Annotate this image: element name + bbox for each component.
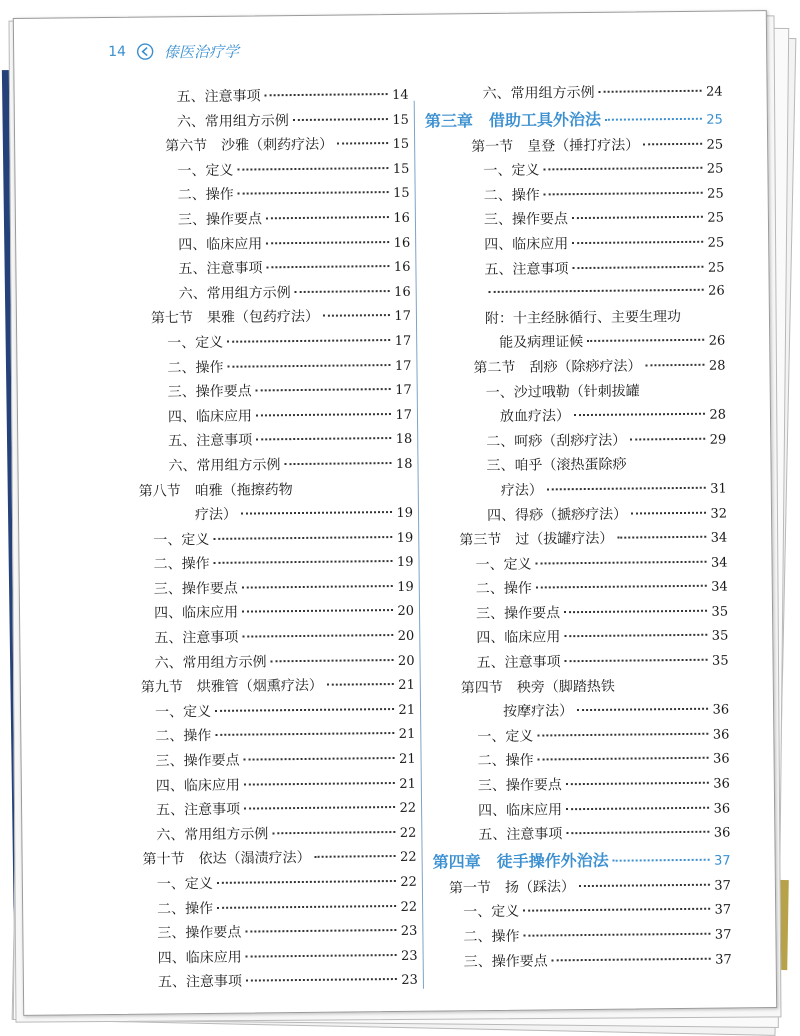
dot-leader [315, 855, 396, 858]
dot-leader [217, 905, 396, 909]
dot-leader [244, 782, 395, 786]
toc-page-number: 15 [391, 108, 409, 133]
toc-entry-title: 三、操作要点 [155, 749, 241, 774]
toc-entry-title: 第七节 果雅（包药疗法） [151, 305, 321, 331]
toc-entry[interactable] [128, 944, 418, 972]
toc-entry-title: 第四章 徒手操作外治法 [433, 847, 611, 877]
dot-leader [213, 536, 392, 540]
toc-entry[interactable] [432, 772, 730, 800]
toc-page-number: 15 [391, 158, 409, 183]
dot-leader [565, 659, 708, 662]
toc-entry[interactable] [431, 747, 729, 775]
toc-page-number: 22 [398, 822, 416, 847]
dot-leader [631, 511, 706, 514]
toc-entry[interactable] [119, 107, 409, 135]
toc-entry[interactable] [126, 821, 416, 849]
dot-leader [256, 388, 391, 391]
toc-entry[interactable] [121, 304, 411, 332]
toc-page-number: 20 [396, 625, 414, 650]
toc-entry[interactable] [119, 83, 409, 111]
toc-entry[interactable] [433, 923, 731, 951]
toc-entry-title: 四、临床应用 [154, 601, 240, 626]
toc-entry[interactable] [428, 403, 726, 431]
toc-entry[interactable] [431, 698, 729, 726]
dot-leader [246, 978, 397, 982]
toc-page-number: 19 [395, 526, 413, 551]
toc-entry-title: 六、常用组方示例 [156, 822, 270, 848]
toc-entry-title: 五、注意事项 [156, 798, 242, 823]
dot-leader [256, 413, 391, 416]
toc-entry[interactable] [123, 476, 413, 504]
toc-entry[interactable] [432, 821, 730, 849]
dot-leader [227, 339, 390, 343]
toc-entry-title: 五、注意事项 [177, 84, 263, 109]
toc-entry[interactable] [429, 550, 727, 578]
dot-leader [579, 884, 710, 887]
toc-entry[interactable] [126, 771, 416, 799]
dot-leader [552, 957, 711, 961]
toc-entry-title: 五、注意事项 [178, 257, 264, 282]
dot-leader [215, 732, 394, 736]
dot-leader [295, 290, 390, 293]
toc-page-number: 25 [706, 182, 724, 207]
toc-entry-title: 三、操作要点 [478, 773, 564, 798]
toc-page-number: 22 [399, 871, 417, 896]
toc-page-number: 36 [711, 748, 729, 773]
toc-entry-title: 二、操作 [178, 183, 236, 208]
toc-chapter-entry[interactable] [433, 845, 731, 876]
toc-entry-title: 放血疗法） [500, 404, 572, 429]
toc-entry[interactable] [122, 403, 412, 431]
toc-page-number: 36 [712, 773, 730, 798]
dot-leader [538, 757, 709, 761]
dot-leader [564, 610, 707, 613]
toc-entry-title: 六、常用组方示例 [177, 109, 291, 135]
dot-leader [566, 782, 709, 785]
toc-entry[interactable] [128, 968, 418, 996]
dot-leader [245, 929, 396, 933]
toc-entry[interactable] [127, 894, 417, 922]
toc-page-number: 34 [710, 576, 728, 601]
toc-page-number: 26 [707, 330, 725, 355]
toc-entry[interactable] [125, 698, 415, 726]
toc-page-number: 22 [398, 846, 416, 871]
toc-entry-title: 六、常用组方示例 [482, 81, 596, 107]
toc-page-number: 22 [399, 895, 417, 920]
toc-entry-title: 二、操作 [153, 552, 211, 577]
toc-entry[interactable] [431, 673, 729, 701]
toc-entry-title: 二、呵痧（刮痧疗法） [486, 428, 628, 454]
toc-entry[interactable] [120, 255, 410, 283]
toc-entry-title: 三、操作要点 [464, 949, 550, 974]
toc-entry[interactable] [126, 796, 416, 824]
toc-entry[interactable] [425, 157, 723, 185]
toc-entry-title: 第二节 刮痧（除痧疗法） [473, 354, 643, 380]
toc-page-number: 34 [709, 551, 727, 576]
toc-left-column [119, 83, 419, 996]
dot-leader [577, 708, 708, 711]
toc-page-number: 17 [394, 379, 412, 404]
toc-entry[interactable] [427, 329, 725, 357]
dot-leader [572, 241, 703, 244]
toc-entry[interactable] [125, 747, 415, 775]
dot-leader [536, 585, 707, 589]
toc-entry[interactable] [430, 599, 728, 627]
toc-entry-title: 附：十主经脉循行、主要生理功 [485, 304, 725, 331]
toc-page-number: 37 [713, 847, 731, 875]
toc-page-number: 16 [392, 207, 410, 232]
dot-leader [523, 933, 710, 937]
toc-entry-title: 三、咱乎（滚热蛋除痧 [486, 452, 726, 479]
toc-page-number: 26 [707, 280, 725, 305]
toc-page-number: 36 [712, 797, 730, 822]
toc-entry[interactable] [122, 452, 412, 480]
toc-entry[interactable] [426, 231, 724, 259]
toc-page-number: 21 [397, 723, 415, 748]
toc-entry[interactable] [123, 525, 413, 553]
dot-leader [265, 93, 388, 96]
toc-entry-title: 六、常用组方示例 [154, 650, 268, 676]
toc-entry[interactable] [124, 575, 414, 603]
toc-page-number: 31 [709, 477, 727, 502]
toc-entry-title: 第十节 依达（溻渍疗法） [142, 846, 312, 872]
toc-entry[interactable] [120, 206, 410, 234]
toc-entry-title: 第八节 咱雅（拖擦药物 [139, 476, 413, 503]
toc-entry-title: 按摩疗法） [503, 699, 575, 724]
toc-entry[interactable] [124, 648, 414, 676]
toc-entry-title: 第三章 借助工具外治法 [425, 105, 603, 135]
toc-page-number: 21 [397, 674, 415, 699]
dot-leader [572, 216, 703, 219]
toc-page-number: 16 [392, 231, 410, 256]
toc-entry[interactable] [121, 353, 411, 381]
dot-leader [536, 560, 707, 564]
dot-leader [489, 289, 704, 293]
dot-leader [645, 364, 704, 367]
toc-page-number: 35 [710, 650, 728, 675]
dot-leader [242, 634, 393, 638]
toc-page-number: 23 [399, 920, 417, 945]
toc-entry[interactable] [430, 575, 728, 603]
dot-leader [272, 831, 395, 834]
dot-leader [564, 634, 707, 637]
toc-entry[interactable] [121, 329, 411, 357]
toc-page-number: 18 [394, 428, 412, 453]
toc-entry[interactable] [425, 132, 723, 160]
dot-leader [643, 142, 702, 145]
toc-entry-title: 五、注意事项 [476, 650, 562, 675]
toc-entry[interactable] [429, 501, 727, 529]
toc-entry[interactable] [426, 255, 724, 283]
toc-entry-title: 五、注意事项 [478, 822, 564, 847]
toc-page-number: 25 [705, 106, 723, 134]
toc-entry-title: 四、临床应用 [156, 773, 242, 798]
dot-leader [266, 216, 389, 219]
dot-leader [547, 487, 706, 491]
dot-leader [241, 511, 392, 515]
toc-entry-title: 二、操作 [167, 355, 225, 380]
toc-entry-title: 二、操作 [157, 896, 215, 921]
toc-entry-title: 一、定义 [475, 552, 533, 577]
dot-leader [574, 413, 705, 416]
toc-entry-title: 一、定义 [167, 331, 225, 356]
toc-entry-title: 四、临床应用 [478, 798, 564, 823]
dot-leader [214, 560, 393, 564]
toc-entry[interactable] [430, 649, 728, 677]
toc-entry[interactable] [428, 427, 726, 455]
toc-entry[interactable] [122, 378, 412, 406]
toc-page-number: 17 [394, 404, 412, 429]
toc-page-number: 21 [397, 748, 415, 773]
toc-page-number: 32 [709, 502, 727, 527]
toc-page-number: 35 [710, 625, 728, 650]
toc-entry-title: 第六节 沙雅（刺药疗法） [165, 133, 335, 159]
toc-entry[interactable] [426, 206, 724, 234]
dot-leader [572, 265, 703, 268]
toc-entry-title: 一、定义 [153, 528, 211, 553]
toc-entry[interactable] [427, 304, 725, 332]
toc-page-number: 37 [713, 924, 731, 949]
toc-entry-title: 一、定义 [155, 700, 213, 725]
dot-leader [284, 462, 391, 465]
toc-page-number: 25 [705, 133, 723, 158]
toc-entry-title: 一、定义 [177, 158, 235, 183]
toc-entry-title: 第一节 扬（踩法） [449, 875, 577, 901]
dot-leader [613, 859, 710, 862]
toc-entry-title: 第三节 过（拔罐疗法） [459, 527, 615, 553]
dot-leader [242, 585, 393, 589]
toc-entry[interactable] [123, 550, 413, 578]
toc-right-column [424, 80, 731, 975]
toc-entry-title: 四、临床应用 [158, 945, 244, 970]
toc-entry[interactable] [125, 673, 415, 701]
toc-page-number: 28 [707, 354, 725, 379]
toc-page-number: 14 [391, 84, 409, 109]
dot-leader [238, 191, 389, 195]
toc-page-number: 36 [712, 822, 730, 847]
toc-entry-title: 三、操作要点 [168, 380, 254, 405]
toc-page-number: 28 [708, 404, 726, 429]
dot-leader [605, 117, 702, 120]
toc-entry-title: 第一节 皇登（捶打疗法） [471, 133, 641, 159]
toc-page-number: 25 [705, 158, 723, 183]
page-number: 14 [108, 44, 126, 60]
toc-entry-title: 一、定义 [483, 159, 541, 184]
toc-entry[interactable] [124, 599, 414, 627]
dot-leader [566, 806, 709, 809]
toc-page-number: 29 [708, 428, 726, 453]
dot-leader [587, 339, 704, 342]
toc-page-number: 18 [394, 453, 412, 478]
toc-entry[interactable] [122, 427, 412, 455]
toc-page-number: 24 [704, 81, 722, 106]
toc-page-number: 35 [710, 600, 728, 625]
dot-leader [215, 708, 394, 712]
toc-entry-title: 疗法） [501, 478, 545, 503]
toc-chapter-entry[interactable] [425, 104, 723, 135]
dot-leader [566, 831, 709, 834]
toc-page-number: 36 [711, 699, 729, 724]
toc-page-number: 15 [392, 182, 410, 207]
dot-leader [537, 733, 708, 737]
dot-leader [523, 908, 710, 912]
toc-entry[interactable] [430, 624, 728, 652]
toc-entry-title: 三、操作要点 [178, 207, 264, 232]
toc-entry[interactable] [426, 181, 724, 209]
toc-page-number: 17 [393, 305, 411, 330]
toc-entry-title: 二、操作 [476, 577, 534, 602]
dot-leader [323, 314, 390, 317]
dot-leader [337, 142, 388, 145]
toc-entry[interactable] [432, 796, 730, 824]
toc-entry-title: 二、操作 [477, 749, 535, 774]
dot-leader [266, 241, 389, 244]
toc-entry-title: 第九节 烘雅管（烟熏疗法） [141, 674, 325, 701]
toc-entry[interactable] [428, 452, 726, 480]
toc-entry[interactable] [428, 378, 726, 406]
toc-entry-title: 五、注意事项 [158, 970, 244, 995]
dot-leader [599, 90, 702, 93]
toc-entry-title: 一、定义 [157, 872, 215, 897]
toc-page-number: 37 [714, 948, 732, 973]
toc-entry[interactable] [119, 132, 409, 160]
toc-page-number: 17 [393, 354, 411, 379]
dot-leader [327, 683, 394, 686]
dot-leader [543, 167, 702, 171]
toc-page-number: 21 [397, 699, 415, 724]
toc-entry-title: 一、定义 [463, 900, 521, 925]
dot-leader [217, 880, 396, 884]
dot-leader [227, 364, 390, 368]
toc-entry[interactable] [127, 870, 417, 898]
dot-leader [617, 536, 706, 539]
toc-page-number: 21 [398, 772, 416, 797]
toc-page-number: 25 [706, 232, 724, 257]
toc-entry-title: 三、操作要点 [484, 208, 570, 233]
toc-entry-title: 疗法） [195, 503, 239, 528]
toc-entry[interactable] [124, 624, 414, 652]
toc-entry-title: 四、得痧（搋痧疗法） [487, 502, 629, 528]
toc-page-number: 19 [395, 502, 413, 527]
toc-entry[interactable] [429, 476, 727, 504]
toc-entry-title: 四、临床应用 [484, 232, 570, 257]
dot-leader [237, 167, 388, 171]
dot-leader [246, 954, 397, 958]
book-title: 傣医治疗学 [164, 40, 239, 62]
toc-entry[interactable] [427, 280, 725, 308]
toc-page-number: 15 [391, 133, 409, 158]
toc-entry[interactable] [434, 947, 732, 975]
toc-entry-title: 一、定义 [477, 724, 535, 749]
toc-page-number: 25 [706, 207, 724, 232]
dot-leader [266, 265, 389, 268]
toc-page-number: 16 [392, 256, 410, 281]
dot-leader [630, 437, 705, 440]
toc-page-number: 25 [706, 256, 724, 281]
toc-entry[interactable] [123, 501, 413, 529]
toc-entry-title: 六、常用组方示例 [179, 281, 293, 307]
toc-entry[interactable] [431, 722, 729, 750]
toc-page-number: 37 [713, 899, 731, 924]
dot-leader [293, 118, 388, 121]
toc-entry[interactable] [120, 181, 410, 209]
toc-entry-title: 五、注意事项 [168, 429, 254, 454]
toc-page-number: 20 [396, 649, 414, 674]
toc-entry-title: 二、操作 [155, 724, 213, 749]
toc-page-number: 17 [393, 330, 411, 355]
toc-entry-title: 三、操作要点 [154, 577, 240, 602]
toc-page-number: 19 [396, 576, 414, 601]
toc-page-number: 36 [711, 723, 729, 748]
dot-leader [242, 609, 393, 613]
toc-entry-title: 三、操作要点 [476, 601, 562, 626]
toc-page-number: 23 [400, 945, 418, 970]
toc-entry[interactable] [433, 873, 731, 901]
toc-entry-title: 五、注意事项 [154, 626, 240, 651]
toc-entry-title: 四、临床应用 [178, 232, 264, 257]
toc-page-number: 22 [398, 797, 416, 822]
dot-leader [256, 437, 391, 440]
toc-entry[interactable] [119, 157, 409, 185]
toc-entry-title: 一、沙过哦勒（针刺拔罐 [486, 378, 726, 405]
toc-page-number: 16 [393, 281, 411, 306]
toc-entry-title: 四、临床应用 [168, 404, 254, 429]
toc-page-number: 19 [395, 551, 413, 576]
toc-entry[interactable] [127, 919, 417, 947]
dot-leader [544, 192, 703, 196]
left-arrow-icon [136, 42, 154, 60]
toc-entry[interactable] [126, 845, 416, 873]
toc-entry[interactable] [120, 230, 410, 258]
toc-page-number: 37 [713, 874, 731, 899]
toc-entry[interactable] [424, 80, 722, 108]
dot-leader [271, 659, 394, 662]
toc-entry-title: 能及病理证候 [499, 330, 585, 355]
toc-entry-title: 三、操作要点 [157, 921, 243, 946]
toc-entry-title: 二、操作 [484, 183, 542, 208]
toc-entry-title: 五、注意事项 [484, 257, 570, 282]
toc-entry[interactable] [427, 353, 725, 381]
toc-page-number: 23 [400, 969, 418, 994]
book-page [13, 10, 777, 1016]
toc-entry-title: 二、操作 [463, 925, 521, 950]
dot-leader [244, 757, 395, 761]
toc-entry-title: 第四节 秧旁（脚踏热铁 [461, 673, 729, 700]
toc-entry[interactable] [429, 526, 727, 554]
toc-page-number: 34 [709, 527, 727, 552]
toc-entry[interactable] [433, 898, 731, 926]
dot-leader [244, 806, 395, 810]
toc-page-number: 20 [396, 600, 414, 625]
toc-entry-title: 六、常用组方示例 [168, 453, 282, 479]
toc-entry[interactable] [121, 280, 411, 308]
running-header [108, 39, 239, 64]
toc-entry[interactable] [125, 722, 415, 750]
toc-entry-title: 四、临床应用 [476, 626, 562, 651]
